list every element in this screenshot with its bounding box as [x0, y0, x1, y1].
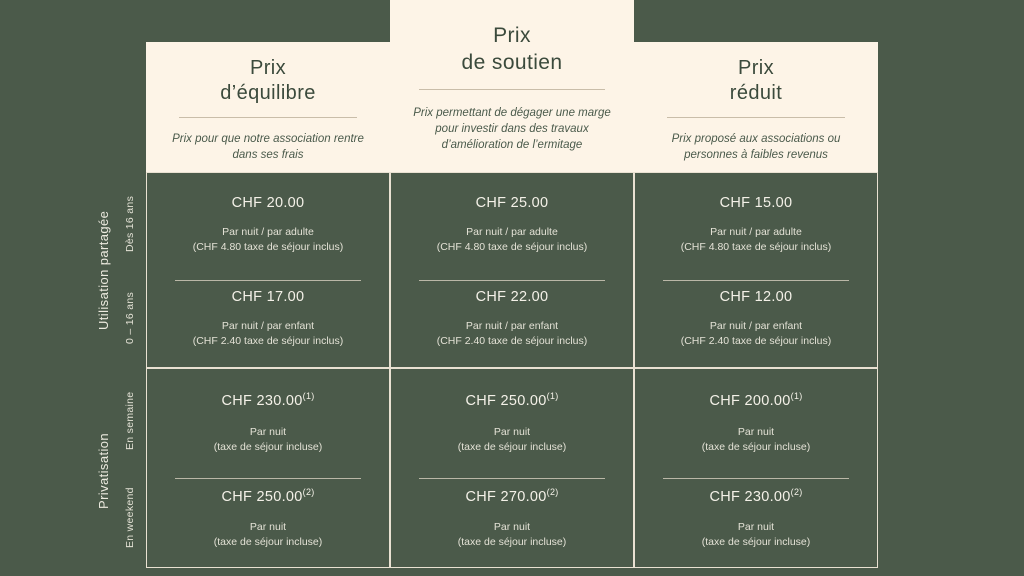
- price-footnote: (2): [790, 486, 803, 497]
- price-value: CHF 230.00: [221, 392, 303, 409]
- cell-divider: [663, 478, 849, 479]
- price-detail-line1: Par nuit / par adulte: [222, 226, 314, 238]
- cell-divider: [175, 478, 361, 479]
- column-subtitle-soutien: Prix permettant de dégager une marge pour investir dans des travaux d’amélioration de l’ermitage: [413, 107, 611, 151]
- price-detail: [651, 319, 861, 349]
- row-group-label: Utilisation partagée: [96, 210, 111, 330]
- row-sublabel-des-16-ans: Dès 16 ans: [124, 195, 136, 253]
- price-value: CHF 17.00: [231, 288, 305, 305]
- price-value: CHF 250.00: [221, 488, 303, 505]
- price-detail-line1: Par nuit: [737, 521, 775, 534]
- price-footnote: (2): [302, 486, 315, 497]
- column-title-line1: Prix: [249, 57, 287, 79]
- price-detail: [407, 520, 617, 550]
- price-footnote: (2): [546, 486, 559, 497]
- cell-block-child: [163, 281, 373, 358]
- row-group-utilisation-partagee: [0, 172, 146, 368]
- column-title-line2: réduit: [729, 82, 783, 104]
- column-title-line2: d’équilibre: [220, 82, 316, 104]
- cell-divider: [663, 280, 849, 281]
- row-sublabel-en-semaine: En semaine: [124, 391, 136, 451]
- row-sublabel-0-16-ans: 0 – 16 ans: [124, 291, 136, 345]
- cell-private-equilibre: [146, 368, 390, 568]
- price-detail-line1: Par nuit / par enfant: [221, 319, 315, 332]
- cell-block-weekend: [651, 479, 861, 558]
- row-group-label: Privatisation: [96, 433, 111, 510]
- column-subtitle-equilibre: Prix pour que notre association rentre dans ses frais: [172, 133, 364, 161]
- price-detail: [407, 425, 617, 455]
- price-detail: [407, 225, 617, 255]
- price-value: CHF 25.00: [475, 195, 549, 211]
- price-footnote: (1): [546, 391, 559, 401]
- price-detail: [407, 319, 617, 349]
- price-value-group: [163, 487, 373, 505]
- price-detail-line2: (taxe de séjour incluse): [213, 536, 323, 549]
- cell-block-child: [407, 281, 617, 358]
- cell-shared-soutien: [390, 172, 634, 368]
- price-detail: [651, 425, 861, 455]
- cell-shared-equilibre: [146, 172, 390, 368]
- price-column-header-soutien: [390, 0, 634, 172]
- column-title-line1: Prix: [737, 57, 775, 79]
- price-detail-line1: Par nuit: [249, 425, 287, 438]
- price-detail-line2: (CHF 4.80 taxe de séjour inclus): [192, 241, 344, 253]
- price-detail-line1: Par nuit: [737, 425, 775, 438]
- cell-private-soutien: [390, 368, 634, 568]
- price-detail: [651, 225, 861, 255]
- pricing-header-row: [146, 0, 878, 172]
- price-value-group: [407, 391, 617, 409]
- price-detail-line2: (CHF 4.80 taxe de séjour inclus): [436, 241, 588, 253]
- cell-divider: [175, 280, 361, 281]
- header-divider: [179, 117, 357, 118]
- row-label-column: [0, 172, 146, 568]
- column-title-equilibre: [164, 42, 372, 106]
- price-value-group: [407, 487, 617, 505]
- price-value: CHF 230.00: [709, 488, 791, 505]
- price-detail-line2: (CHF 2.40 taxe de séjour inclus): [192, 334, 344, 347]
- cell-block-weekday: [651, 383, 861, 462]
- cell-divider: [419, 478, 605, 479]
- price-detail-line2: (CHF 4.80 taxe de séjour inclus): [680, 241, 832, 253]
- cell-block-adult: [407, 187, 617, 264]
- price-footnote: (1): [302, 391, 315, 401]
- price-detail: [163, 520, 373, 550]
- price-column-header-reduit: [634, 42, 878, 172]
- price-detail-line1: Par nuit: [493, 521, 531, 534]
- price-footnote: (1): [790, 391, 803, 401]
- price-detail-line1: Par nuit / par enfant: [709, 319, 803, 332]
- price-detail-line2: (taxe de séjour incluse): [701, 440, 811, 453]
- cell-divider: [419, 280, 605, 281]
- price-value-group: [651, 487, 861, 505]
- column-title-line1: Prix: [493, 24, 531, 47]
- column-title-soutien: [408, 0, 616, 76]
- cell-block-weekday: [163, 383, 373, 462]
- price-detail-line1: Par nuit: [493, 425, 531, 438]
- cell-block-weekday: [407, 383, 617, 462]
- price-detail: [163, 225, 373, 255]
- column-title-line2: de soutien: [461, 51, 563, 74]
- column-subtitle-reduit: Prix proposé aux associations ou personnes à faibles revenus: [671, 133, 841, 161]
- price-value: CHF 20.00: [231, 195, 305, 211]
- price-detail-line2: (CHF 2.40 taxe de séjour inclus): [436, 334, 588, 347]
- price-detail: [163, 425, 373, 455]
- price-value: CHF 22.00: [475, 288, 549, 305]
- cell-shared-reduit: [634, 172, 878, 368]
- price-value: CHF 15.00: [719, 195, 793, 211]
- row-sublabel-en-weekend: En weekend: [124, 487, 136, 549]
- price-grid: [146, 172, 878, 568]
- price-detail: [651, 520, 861, 550]
- cell-block-weekend: [163, 479, 373, 558]
- column-title-reduit: [652, 42, 860, 106]
- price-value: CHF 12.00: [719, 288, 793, 305]
- price-detail-line1: Par nuit: [249, 521, 287, 534]
- price-detail-line1: Par nuit / par adulte: [710, 226, 802, 238]
- row-group-privatisation: [0, 368, 146, 568]
- price-value-group: [163, 391, 373, 409]
- cell-block-adult: [651, 187, 861, 264]
- cell-block-child: [651, 281, 861, 358]
- price-value: CHF 250.00: [465, 392, 547, 409]
- price-detail-line1: Par nuit / par adulte: [466, 226, 558, 238]
- price-detail-line2: (taxe de séjour incluse): [701, 536, 811, 549]
- cell-block-adult: [163, 187, 373, 264]
- price-value-group: [651, 391, 861, 409]
- price-column-header-equilibre: [146, 42, 390, 172]
- price-value: CHF 270.00: [465, 488, 547, 505]
- price-detail-line2: (taxe de séjour incluse): [457, 440, 567, 453]
- price-value: CHF 200.00: [709, 392, 791, 409]
- header-divider: [667, 117, 845, 118]
- cell-private-reduit: [634, 368, 878, 568]
- price-detail: [163, 319, 373, 349]
- price-detail-line2: (CHF 2.40 taxe de séjour inclus): [680, 334, 832, 347]
- price-detail-line2: (taxe de séjour incluse): [213, 440, 323, 453]
- price-detail-line2: (taxe de séjour incluse): [457, 536, 567, 549]
- price-detail-line1: Par nuit / par enfant: [465, 319, 559, 332]
- cell-block-weekend: [407, 479, 617, 558]
- header-divider: [419, 89, 605, 90]
